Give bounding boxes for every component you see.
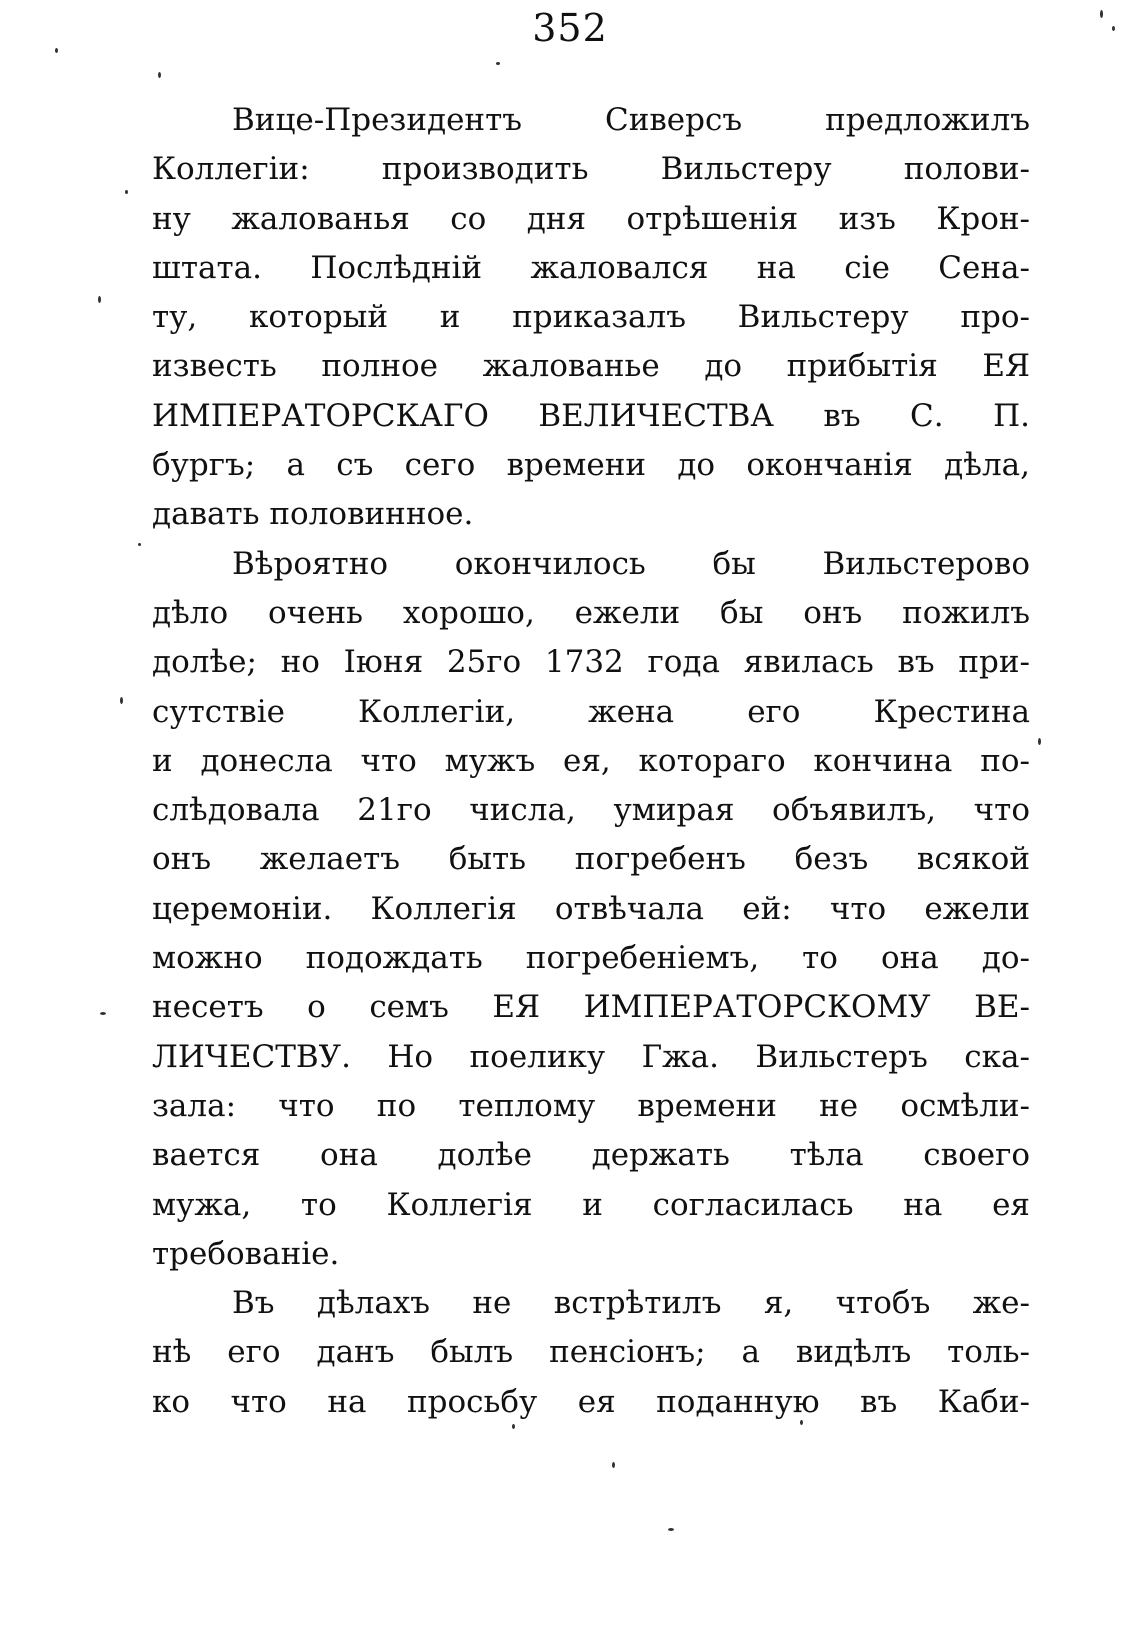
text-line: долѣе; но Іюня 25го 1732 года явилась въ при- [152, 644, 1030, 681]
text-line: ну жалованья со дня отрѣшенія изъ Крон- [152, 200, 1030, 237]
text-block [152, 96, 1030, 1427]
text-line: зала: что по теплому времени не осмѣли- [152, 1087, 1030, 1124]
text-line: Въ дѣлахъ не встрѣтилъ я, чтобъ же- [232, 1285, 1030, 1322]
scan-speck [138, 543, 141, 546]
scan-speck [512, 1424, 515, 1429]
text-line: и донесла что мужъ ея, котораго кончина по- [152, 742, 1030, 779]
scan-speck [612, 1462, 615, 1468]
paragraph-3 [152, 1279, 1030, 1427]
scan-speck [100, 1012, 106, 1015]
scan-speck [55, 48, 58, 53]
text-line: слѣдовала 21го числа, умирая объявилъ, что [152, 792, 1030, 829]
text-line: мужа, то Коллегія и согласилась на ея [152, 1186, 1030, 1223]
text-line: дѣло очень хорошо, ежели бы онъ пожилъ [152, 594, 1030, 631]
text-line: ЛИЧЕСТВУ. Но поелику Гжа. Вильстеръ ска- [152, 1038, 1030, 1075]
text-line: ко что на просьбу ея поданную въ Каби- [152, 1383, 1030, 1420]
scan-speck [125, 190, 128, 194]
paragraph-2 [152, 540, 1030, 1279]
scan-speck [800, 1420, 803, 1425]
scan-speck [1100, 10, 1103, 18]
scan-speck [668, 1528, 674, 1531]
text-line: онъ желаетъ быть погребенъ безъ всякой [152, 841, 1030, 878]
text-line: ту, который и приказалъ Вильстеру про- [152, 299, 1030, 336]
scan-speck [1038, 738, 1041, 745]
text-line: известь полное жалованье до прибытія ЕЯ [152, 348, 1030, 385]
text-line: можно подождать погребеніемъ, то она до- [152, 940, 1030, 977]
text-line: бургъ; а съ сего времени до окончанія дѣла, [152, 447, 1030, 484]
text-line: давать половинное. [152, 496, 474, 533]
text-line: ИМПЕРАТОРСКАГО ВЕЛИЧЕСТВА въ С. П. [152, 397, 1030, 434]
scan-speck [98, 296, 101, 303]
text-line: Вице-Президентъ Сиверсъ предложилъ [232, 102, 1030, 138]
text-line: штата. Послѣдній жаловался на сіе Сена- [152, 249, 1030, 286]
text-line: требованіе. [152, 1235, 340, 1272]
scan-speck [120, 697, 123, 704]
scan-speck [158, 72, 161, 78]
paragraph-1 [152, 96, 1030, 540]
text-line: несетъ о семъ ЕЯ ИМПЕРАТОРСКОМУ ВЕ- [152, 989, 1030, 1026]
text-line: Вѣроятно окончилось бы Вильстерово [232, 545, 1030, 582]
text-line: Коллегіи: производить Вильстеру полови- [152, 151, 1030, 188]
text-line: вается она долѣе держать тѣла своего [152, 1137, 1030, 1174]
scan-speck [496, 62, 500, 65]
scan-speck [1112, 26, 1115, 31]
text-line: сутствіе Коллегіи, жена его Крестина [152, 693, 1030, 730]
text-line: нѣ его данъ былъ пенсіонъ; а видѣлъ толь- [152, 1334, 1030, 1371]
text-line: церемоніи. Коллегія отвѣчала ей: что ежели [152, 890, 1030, 927]
page-number: 352 [532, 6, 608, 50]
